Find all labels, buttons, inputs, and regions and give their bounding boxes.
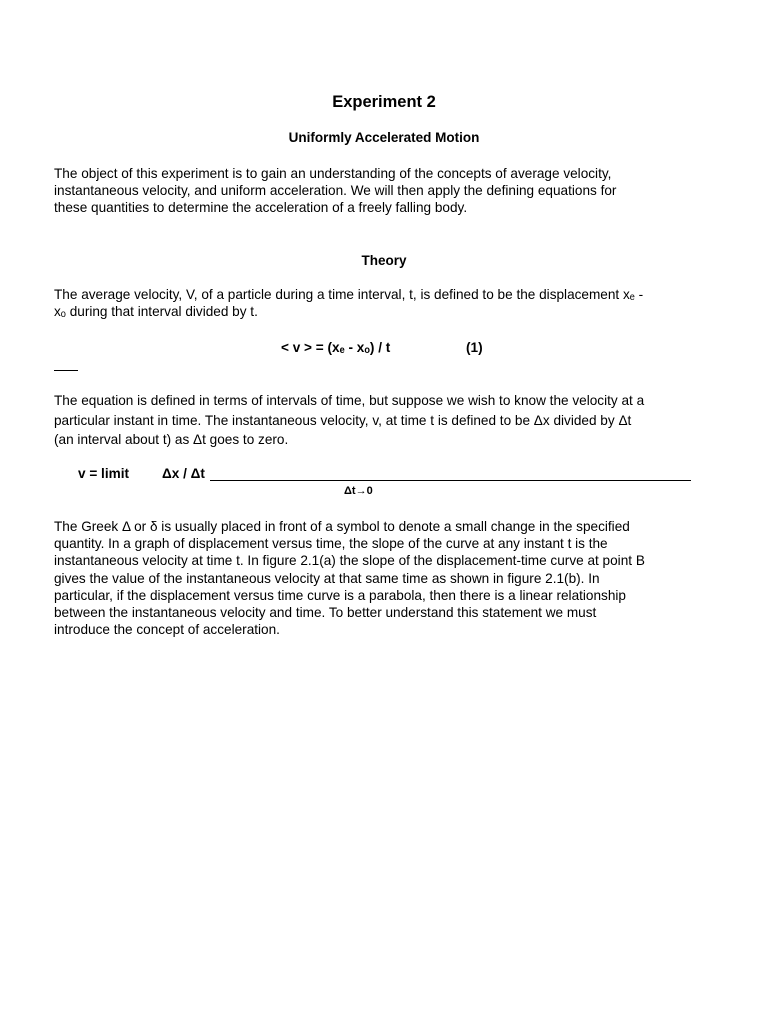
theory-line: The average velocity, V, of a particle during a time interval, t, is defined to be the displacement xₑ - [54,287,644,302]
intro-line: The object of this experiment is to gain an understanding of the concepts of average velocity, [54,166,612,181]
intro-line: instantaneous velocity, and uniform acceleration. We will then apply the defining equations for [54,183,617,199]
equation-number: (1) [466,340,483,355]
page-title: Experiment 2 [332,93,436,111]
equation-limit-ratio: Δx / Δt [162,466,205,481]
separator-stub [54,370,78,371]
instantaneous-line: The equation is defined in terms of intervals of time, but suppose we wish to know the velocity at a [54,393,645,408]
greek-paragraph [54,518,716,638]
section-heading-theory: Theory [361,253,407,268]
theory-line: xₒ during that interval divided by t. [54,304,258,320]
theory-paragraph [54,286,716,320]
intro-paragraph [54,165,716,217]
equation-underline [210,480,691,481]
equation-limit-subscript: Δt→0 [344,485,373,497]
instantaneous-line: particular instant in time. The instantaneous velocity, v, at time t is defined to be Δx divided by Δt [54,412,632,428]
greek-line: particular, if the displacement versus time curve is a parabola, then there is a linear relationship [54,587,626,603]
equation-limit-label: v = limit [78,466,129,481]
greek-line: introduce the concept of acceleration. [54,622,280,638]
greek-line: gives the value of the instantaneous velocity at that same time as shown in figure 2.1(b). In [54,570,600,586]
intro-line: these quantities to determine the acceleration of a freely falling body. [54,200,468,216]
equation-average-velocity: < v > = (xₑ - xₒ) / t [281,340,391,355]
greek-line: between the instantaneous velocity and time. To better understand this statement we must [54,605,597,621]
greek-line: The Greek Δ or δ is usually placed in front of a symbol to denote a small change in the specified [54,519,630,534]
instantaneous-paragraph [54,391,716,450]
greek-line: instantaneous velocity at time t. In figure 2.1(a) the slope of the displacement-time curve at point B [54,553,645,569]
page-subtitle: Uniformly Accelerated Motion [288,130,480,145]
greek-line: quantity. In a graph of displacement versus time, the slope of the curve at any instant t is the [54,536,608,552]
instantaneous-line: (an interval about t) as Δt goes to zero. [54,432,289,447]
